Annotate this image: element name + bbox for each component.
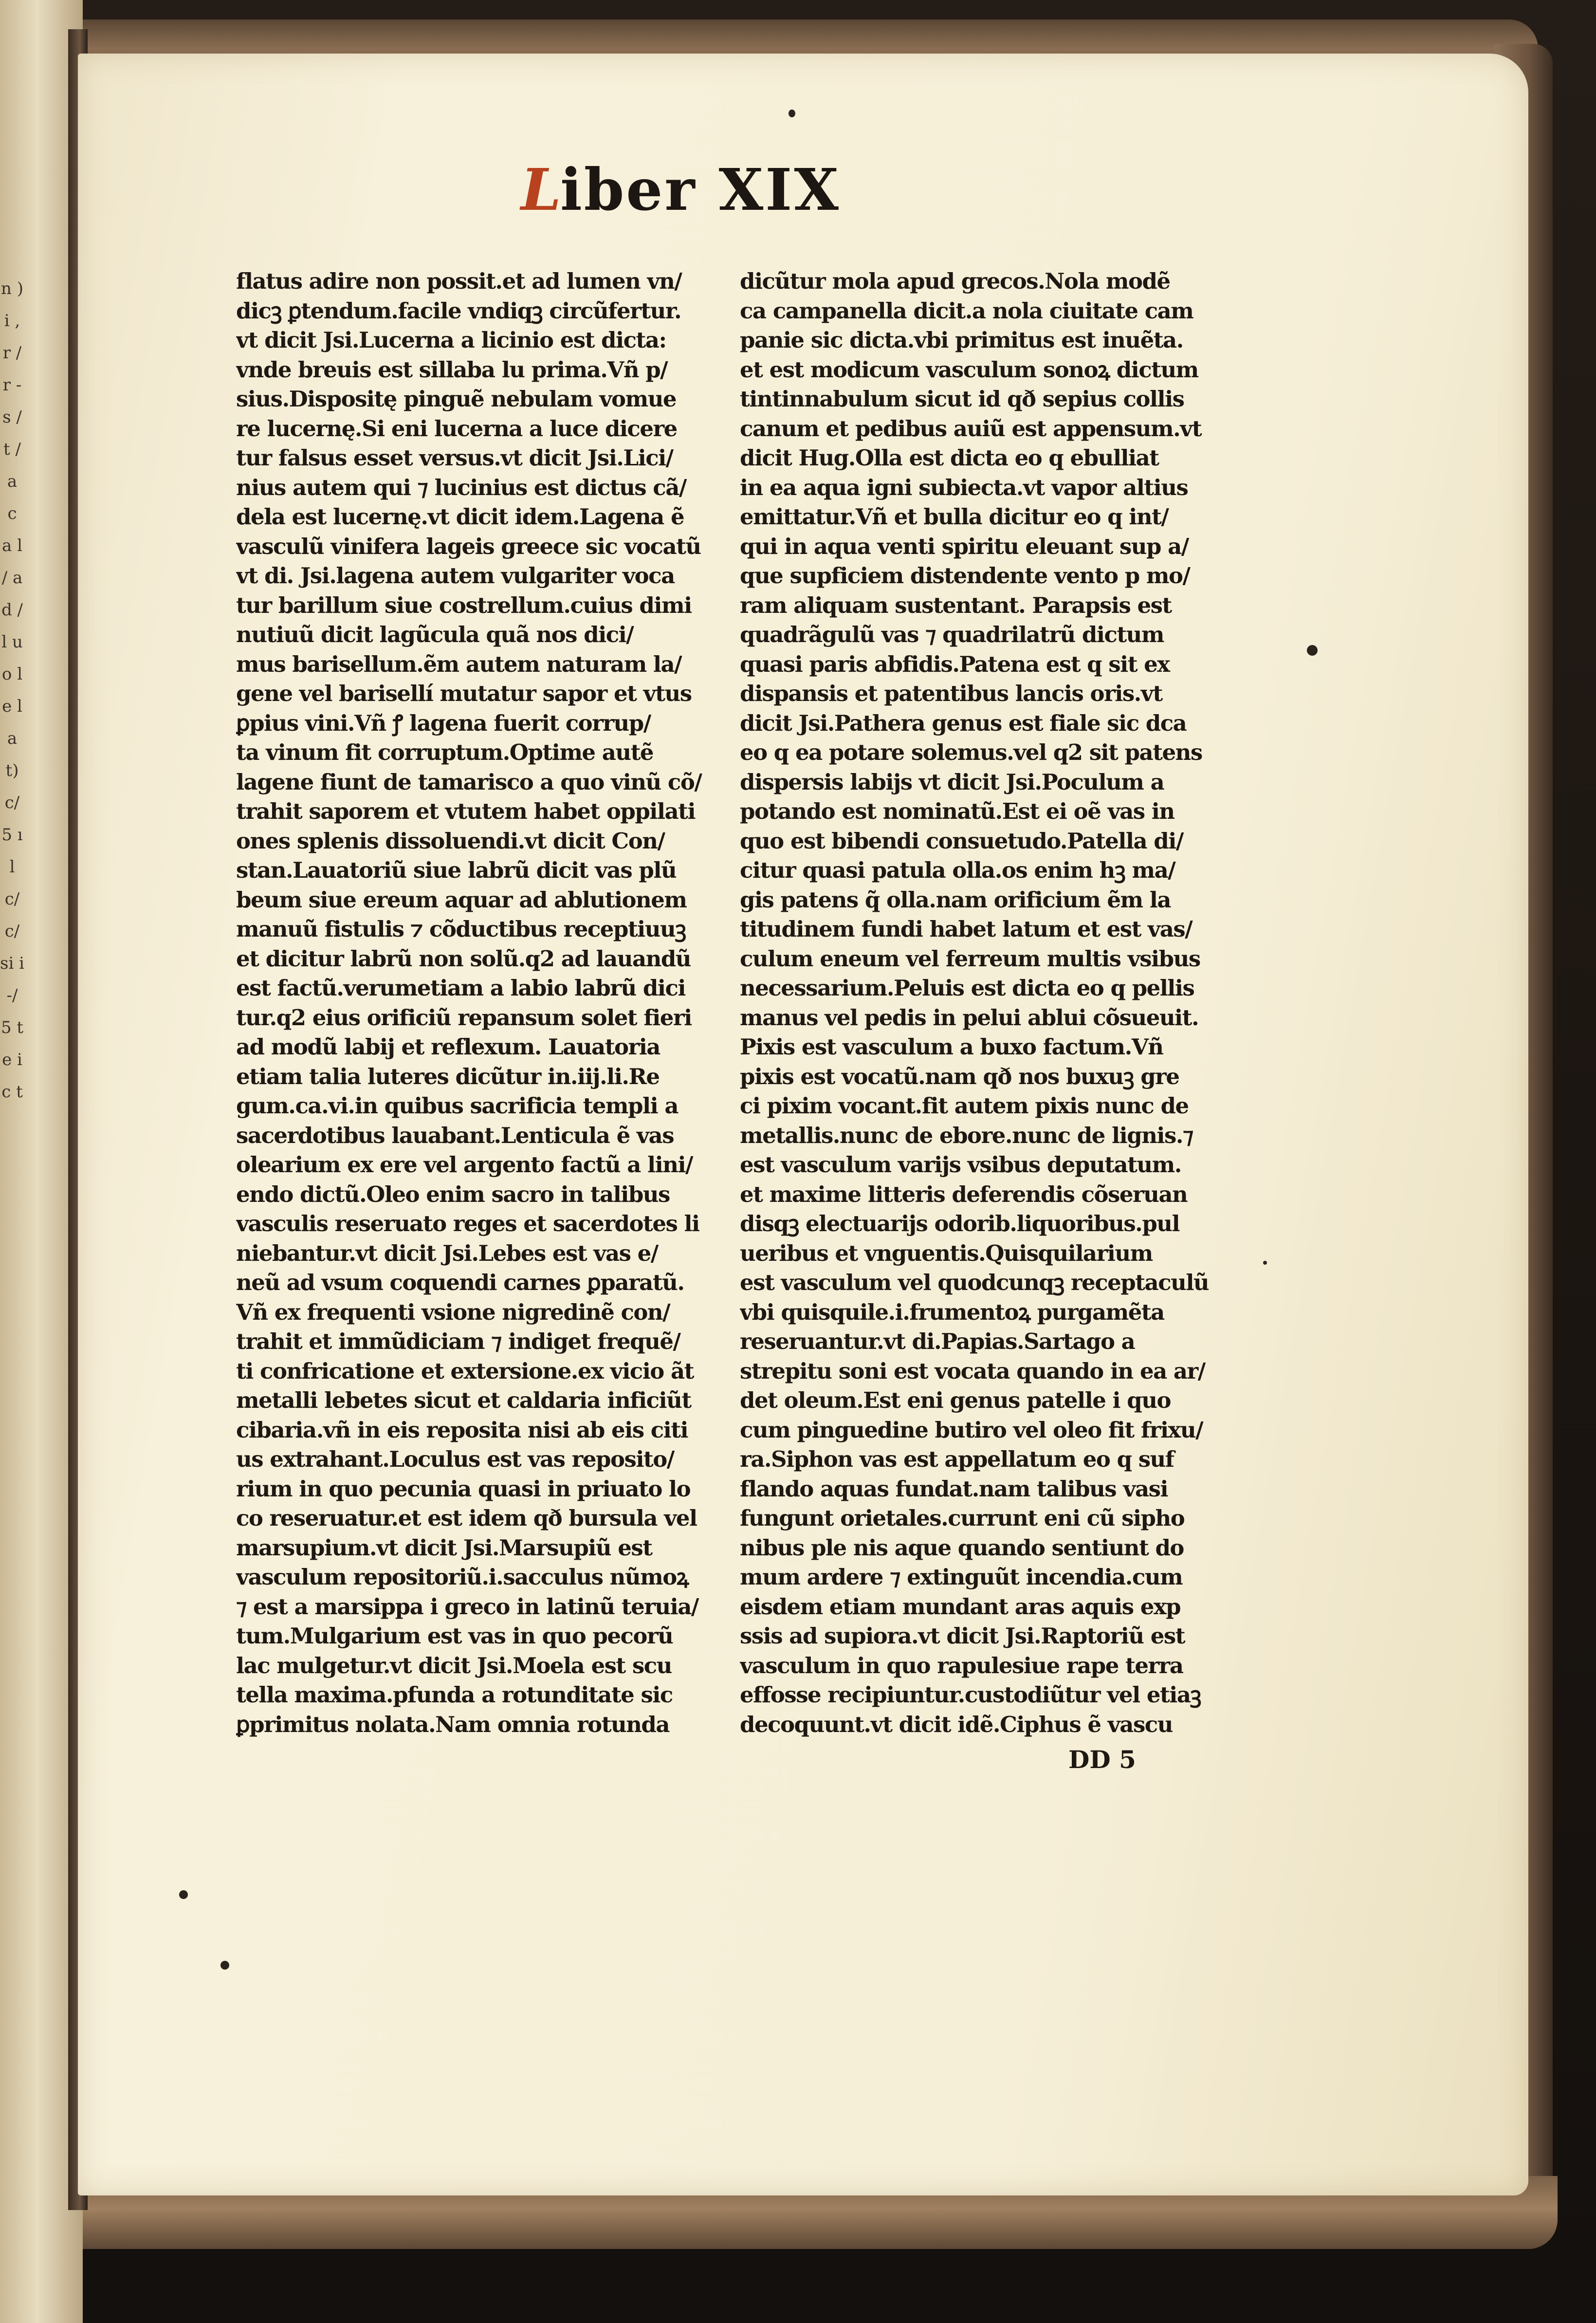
text-line: marsupium.vt dicit Jsi.Marsupiũ est	[236, 1534, 652, 1561]
text-line: vbi quisquile.i.frumentoꝝ purgamẽta	[740, 1299, 1164, 1325]
text-line: strepitu soni est vocata quando in ea ar/	[740, 1358, 1205, 1384]
ink-spot	[1263, 1261, 1267, 1265]
text-line: ones splenis dissoluendi.vt dicit Con/	[236, 828, 665, 854]
heading-text: iber XIX	[560, 156, 841, 223]
facing-page-margin-text: n ) i , r / r - s / t / a c a l / a d / l u o l e l a t) c/ 5 ı l c/ c/ si i -/ 5 t e i c t	[0, 279, 25, 1102]
text-line: olearium ex ere vel argento factũ a lini/	[236, 1152, 693, 1178]
text-column-left	[236, 267, 723, 1756]
text-line: ssis ad supiora.vt dicit Jsi.Raptoriũ est	[740, 1623, 1185, 1649]
text-line: lac mulgetur.vt dicit Jsi.Moela est scu	[236, 1652, 672, 1678]
ink-spot	[1307, 645, 1318, 656]
text-line: disqꝫ electuarijs odorib.liquoribus.pul	[740, 1211, 1180, 1236]
text-line: dicꝫ ꝑtendum.facile vndiqꝫ circũfertur.	[236, 297, 681, 324]
text-line: que supficiem distendente vento p mo/	[740, 563, 1190, 589]
text-line: sius.Dispositę pinguẽ nebulam vomue	[236, 386, 677, 412]
text-line: eisdem etiam mundant aras aquis exp	[740, 1593, 1181, 1620]
text-line: mum ardere ⁊ extinguũt incendia.cum	[740, 1564, 1183, 1590]
text-line: ti confricatione et extersione.ex vicio ãt	[236, 1358, 694, 1384]
text-line: dispersis labijs vt dicit Jsi.Poculum a	[740, 769, 1164, 795]
text-line: dicit Hug.Olla est dicta eo q ebulliat	[740, 445, 1159, 471]
text-line: flatus adire non possit.et ad lumen vn/	[236, 268, 682, 294]
text-line: lagene fiunt de tamarisco a quo vinũ cõ/	[236, 769, 702, 795]
text-line: vasculis reseruato reges et sacerdotes li	[236, 1211, 699, 1236]
text-line: ꝑpius vini.Vñ ꝭ lagena fuerit corrup/	[236, 710, 651, 736]
text-line: culum eneum vel ferreum multis vsibus	[740, 945, 1200, 972]
text-line: Vñ ex frequenti vsione nigredinẽ con/	[236, 1299, 670, 1325]
text-line: necessarium.Peluis est dicta eo q pellis	[740, 975, 1194, 1001]
text-line: eo q ea potare solemus.vel q2 sit patens	[740, 739, 1202, 765]
text-line: tur barillum siue costrellum.cuius dimi	[236, 592, 692, 618]
text-line: tum.Mulgarium est vas in quo pecorũ	[236, 1623, 673, 1649]
text-line: emittatur.Vñ et bulla dicitur eo q int/	[740, 504, 1169, 530]
text-line: vt dicit Jsi.Lucerna a licinio est dicta:	[236, 327, 666, 353]
text-line: decoquunt.vt dicit idẽ.Ciphus ẽ vascu	[740, 1711, 1173, 1737]
text-line: rium in quo pecunia quasi in priuato lo	[236, 1475, 691, 1502]
text-line: flando aquas fundat.nam talibus vasi	[740, 1475, 1168, 1502]
text-line: citur quasi patula olla.os enim hꝫ ma/	[740, 857, 1175, 883]
text-line: potando est nominatũ.Est ei oẽ vas in	[740, 798, 1174, 824]
text-line: ad modũ labij et reflexum. Lauatoria	[236, 1034, 660, 1060]
text-line: niebantur.vt dicit Jsi.Lebes est vas e/	[236, 1240, 658, 1266]
text-line: gene vel barisellí mutatur sapor et vtus	[236, 681, 692, 706]
text-line: nius autem qui ⁊ lucinius est dictus cã/	[236, 474, 686, 500]
ink-spot	[220, 1961, 229, 1970]
text-line: dicit Jsi.Pathera genus est fiale sic dca	[740, 710, 1187, 736]
text-line: et dicitur labrũ non solũ.q2 ad lauandũ	[236, 945, 691, 972]
text-line: tur.q2 eius orificiũ repansum solet fieri	[236, 1004, 692, 1031]
text-line: quadrãgulũ vas ⁊ quadrilatrũ dictum	[740, 622, 1164, 647]
text-line: ta vinum fit corruptum.Optime autẽ	[236, 739, 654, 765]
text-line: manus vel pedis in pelui ablui cõsueuit.	[740, 1004, 1199, 1031]
text-line: ⁊ est a marsippa i greco in latinũ teruia/	[236, 1593, 698, 1620]
text-line: est vasculum varijs vsibus deputatum.	[740, 1152, 1181, 1178]
text-line: re lucernę.Si eni lucerna a luce dicere	[236, 415, 677, 442]
text-line: tintinnabulum sicut id qð sepius collis	[740, 386, 1184, 412]
text-line: vasculũ vinifera lageis greece sic vocatũ	[236, 533, 701, 559]
text-line: ꝑprimitus nolata.Nam omnia rotunda	[236, 1711, 670, 1737]
text-line: mus barisellum.ẽm autem naturam la/	[236, 651, 682, 677]
text-line: sacerdotibus lauabant.Lenticula ẽ vas	[236, 1122, 674, 1148]
text-line: det oleum.Est eni genus patelle i quo	[740, 1387, 1171, 1413]
text-line: etiam talia luteres dicũtur in.iij.li.Re	[236, 1063, 660, 1089]
text-line: est vasculum vel quodcunqꝫ receptaculũ	[740, 1270, 1209, 1295]
text-line: Pixis est vasculum a buxo factum.Vñ	[740, 1034, 1163, 1060]
text-line: manuũ fistulis ⁊ cõductibus receptiuuꝫ	[236, 916, 686, 942]
text-line: endo dictũ.Oleo enim sacro in talibus	[236, 1181, 670, 1207]
text-line: et maxime litteris deferendis cõseruan	[740, 1181, 1188, 1207]
text-line: dela est lucernę.vt dicit idem.Lagena ẽ	[236, 504, 684, 530]
text-line: us extrahant.Loculus est vas reposito/	[236, 1446, 674, 1472]
text-line: fungunt orietales.currunt eni cũ sipho	[740, 1505, 1185, 1531]
text-line: cibaria.vñ in eis reposita nisi ab eis citi	[236, 1417, 688, 1443]
text-line: ueribus et vnguentis.Quisquilarium	[740, 1240, 1153, 1266]
text-line: ram aliquam sustentant. Parapsis est	[740, 592, 1172, 618]
text-line: ca campanella dicit.a nola ciuitate cam	[740, 297, 1193, 324]
text-line: et est modicum vasculum sonoꝝ dictum	[740, 356, 1198, 383]
text-line: effosse recipiuntur.custodiũtur vel etiaꝫ	[740, 1682, 1201, 1708]
text-line: dicũtur mola apud grecos.Nola modẽ	[740, 268, 1170, 294]
text-line: qui in aqua venti spiritu eleuant sup a/	[740, 533, 1189, 559]
text-line: metallis.nunc de ebore.nunc de lignis.⁊	[740, 1122, 1193, 1148]
text-line: cum pinguedine butiro vel oleo fit frixu/	[740, 1417, 1203, 1443]
text-line: trahit et immũdiciam ⁊ indiget frequẽ/	[236, 1328, 680, 1354]
text-line: neũ ad vsum coquendi carnes ꝑparatũ.	[236, 1270, 684, 1295]
text-line: ci pixim vocant.fit autem pixis nunc de	[740, 1093, 1189, 1119]
text-line: gum.ca.vi.in quibus sacrificia templi a	[236, 1093, 679, 1119]
text-line: est factũ.verumetiam a labio labrũ dici	[236, 975, 685, 1001]
text-line: panie sic dicta.vbi primitus est inuẽta.	[740, 327, 1183, 353]
text-line: tella maxima.pfunda a rotunditate sic	[236, 1682, 673, 1708]
text-line: tur falsus esset versus.vt dicit Jsi.Lici/	[236, 445, 673, 471]
text-line: ra.Siphon vas est appellatum eo q suf	[740, 1446, 1174, 1472]
text-line: canum et pedibus auiũ est appensum.vt	[740, 415, 1202, 442]
signature-mark: DD 5	[1068, 1745, 1136, 1774]
text-line: titudinem fundi habet latum et est vas/	[740, 916, 1192, 942]
text-line: quasi paris abfidis.Patena est q sit ex	[740, 651, 1170, 677]
text-line: nutiuũ dicit lagũcula quã nos dici/	[236, 622, 634, 647]
text-line: quo est bibendi consuetudo.Patella di/	[740, 828, 1183, 854]
text-line: gis patens q̃ olla.nam orificium ẽm la	[740, 886, 1171, 913]
text-line: stan.Lauatoriũ siue labrũ dicit vas plũ	[236, 857, 677, 883]
text-line: dispansis et patentibus lancis oris.vt	[740, 681, 1162, 706]
text-line: in ea aqua igni subiecta.vt vapor altius	[740, 474, 1188, 500]
text-line: vnde breuis est sillaba lu prima.Vñ p/	[236, 356, 668, 383]
ink-spot	[789, 110, 795, 117]
text-line: pixis est vocatũ.nam qð nos buxuꝫ gre	[740, 1063, 1179, 1089]
text-line: beum siue ereum aquar ad ablutionem	[236, 886, 687, 913]
text-line: co reseruatur.et est idem qð bursula vel	[236, 1505, 697, 1531]
text-line: vasculum repositoriũ.i.sacculus nũmoꝝ	[236, 1564, 689, 1590]
text-column-right	[740, 267, 1227, 1756]
text-line: reseruantur.vt di.Papias.Sartago a	[740, 1328, 1135, 1354]
ink-spot	[179, 1890, 188, 1899]
text-line: metalli lebetes sicut et caldaria inficiũt	[236, 1387, 691, 1413]
text-line: vt di. Jsi.lagena autem vulgariter voca	[236, 563, 675, 589]
rubricated-initial: L	[521, 156, 563, 223]
text-line: trahit saporem et vtutem habet oppilati	[236, 798, 696, 824]
page-heading	[521, 156, 910, 224]
text-line: vasculum in quo rapulesiue rape terra	[740, 1652, 1183, 1678]
text-line: nibus ple nis aque quando sentiunt do	[740, 1534, 1184, 1561]
